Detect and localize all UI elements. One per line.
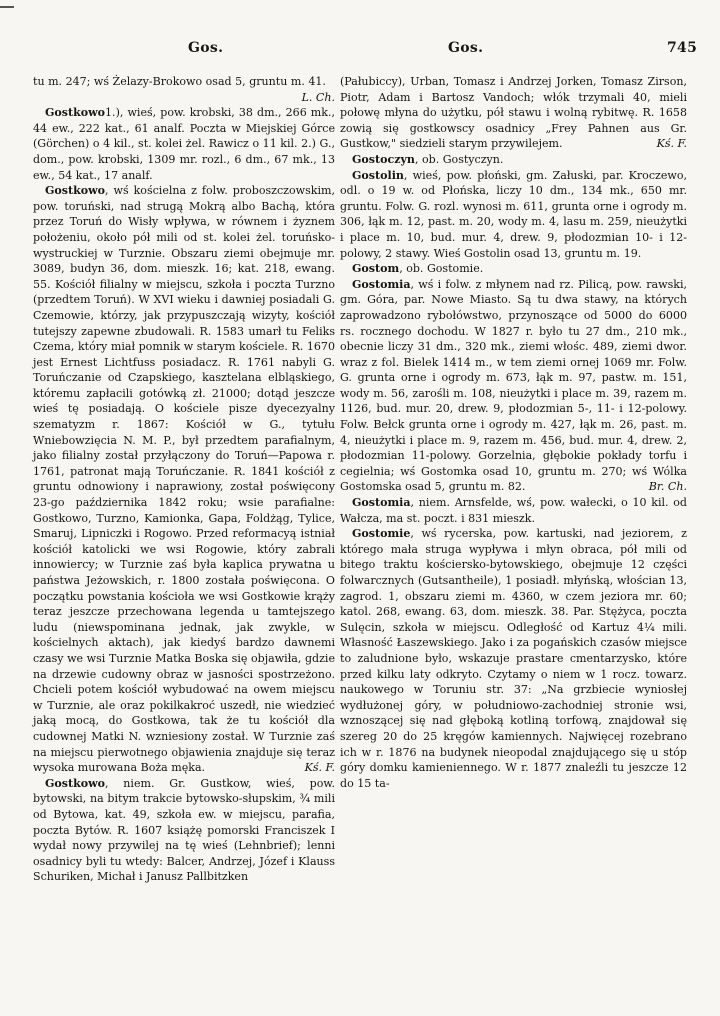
header-left-catchword: Gos.: [188, 40, 224, 56]
entry-signature: Kś. F.: [656, 137, 687, 151]
entry-text: 1.), wieś, pow. krobski, 38 dm., 266 mk., 44 ew., 222 kat., 61 analf. Poczta w Miejskiej Górce (Görchen) o 4 kil., st. kolei żel. Rawicz o 11 kil. 2.) G., dom., pow. krobski, 1309 mr. rozl., 6 dm., 67 mk., 13 ew., 54 kat., 17 analf.: [33, 106, 335, 182]
entry-headword: Gostomie: [352, 527, 411, 541]
entry-text: , niem. Arnsfelde, wś, pow. wałecki, o 10 kil. od Wałcza, ma st. poczt. i 831 mieszk.: [340, 496, 687, 525]
right-column: [340, 74, 687, 791]
entry-text: , ob. Gostomie.: [399, 262, 484, 276]
entry: [340, 526, 687, 791]
entry-headword: Gostkowo: [45, 106, 106, 120]
entry: [33, 776, 335, 885]
entry: [33, 74, 335, 105]
entry-headword: Gostomia: [352, 496, 411, 510]
entry-headword: Gostomia: [352, 277, 411, 291]
entry-headword: Gostkowo: [45, 776, 106, 790]
entry-text: , wieś, pow. płoński, gm. Załuski, par. Kroczewo, odl. o 19 w. od Płońska, liczy 10 dm., 134 mk., 650 mr. gruntu. Folw. G. rozl. wynosi m. 611, grunta orne i ogrody m. 306, łąk m. 12, past. m. 20, wody m. 4, lasu m. 259, nieużytki i place m. 10, bud. mur. 4, drew. 9, płodozmian 10- i 12-polowy, 2 stawy. Wieś Gostolin osad 13, gruntu m. 19.: [340, 168, 687, 260]
entry-signature: Kś. F.: [304, 761, 335, 775]
entry-text: , wś i folw. z młynem nad rz. Pilicą, pow. rawski, gm. Góra, par. Nowe Miasto. Są tu dwa stawy, na których zaprowadzono rybołówstwo, przynoszące od 5000 do 6000 rs. rocznego dochodu. W 1827 r. było tu 27 dm., 210 mk., obecnie liczy 31 dm., 320 mk., ziemi włośc. 489, ziemi dwor. wraz z fol. Bielek 1414 m., w tem ziemi ornej 1069 mr. Folw. G. grunta orne i ogrody m. 673, łąk m. 97, pastw. m. 151, wody m. 56, zarośli m. 108, nieużytki i place m. 39, razem m. 1126, bud. mur. 20, drew. 9, płodozmian 5-, 11- i 12-polowy. Folw. Bełck grunta orne i ogrody m. 427, łąk m. 26, past. m. 4, nieużytki i place m. 9, razem m. 456, bud. mur. 4, drew. 2, płodozmian 11-polowy. Gorzelnia, głębokie pokłady torfu i cegielnia; wś Gostomka osad 10, gruntu m. 270; wś Wólka Gostomska osad 5, gruntu m. 82.: [340, 277, 687, 494]
left-column: [33, 74, 335, 885]
entry-signature: Br. Ch.: [648, 480, 687, 494]
entry-text: (Pałubiccy), Urban, Tomasz i Andrzej Jorken, Tomasz Zirson, Piotr, Adam i Bartosz Vandoch; włók trzymali 40, mieli połowę młyna do użytku, pół stawu i wolną rybitwę. R. 1658 zowią się gostkowscy osadnicy „Frey Pahnen aus Gr. Gustkow," siedzieli starym przywilejem.: [340, 75, 687, 151]
header-right-catchword: Gos.: [448, 40, 484, 56]
entry: [33, 183, 335, 776]
running-header: [0, 40, 720, 62]
entry-text: , ob. Gostyczyn.: [414, 152, 504, 166]
entry: [340, 152, 687, 168]
entry: [340, 168, 687, 262]
entry-signature: L. Ch.: [301, 90, 335, 104]
entry-text: , niem. Gr. Gustkow, wieś, pow. bytowski, na bitym trakcie bytowsko-słupskim, ¾ mili od Bytowa, kat. 49, szkoła ew. w miejscu, parafia, poczta Bytów. R. 1607 książę pomorski Franciszek I wydał nowy przywilej na tę wieś (Lehnbrief); lenni osadnicy byli tu wtedy: Balcer, Andrzej, Józef i Klauss Schuriken, Michał i Janusz Pallbitzken: [33, 776, 335, 884]
entry: [340, 495, 687, 526]
entry: [340, 277, 687, 495]
entry-text: tu m. 247; wś Żelazy-Brokowo osad 5, gruntu m. 41.: [33, 75, 326, 88]
margin-mark: [0, 6, 14, 8]
entry: [340, 74, 687, 152]
entry-headword: Gostolin: [352, 168, 404, 182]
entry-text: , wś rycerska, pow. kartuski, nad jeziorem, z którego mała struga wypływa i młyn obraca, pół mili od bitego traktu kościersko-bytowskiego, obejmuje 12 części folwarcznych (Gutsantheile), 1 posiadł. młyńską, włościan 13, zagrod. 1, obszaru ziemi m. 4360, w czem jeziora mr. 60; katol. 268, ewang. 63, dom. mieszk. 38. Par. Stężyca, poczta Sulęcin, szkoła w miejscu. Odległość od Kartuz 4¼ mili. Własność Łaszewskiego. Jako i za pogańskich czasów miejsce to zaludnione było, wskazuje prastare cmentarzysko, które przed kilku laty odkryto. Czytamy o niem w 1 rocz. towarz. naukowego w Toruniu str. 37: „Na grzbiecie wyniosłej wydłużonej góry, w południowo-zachodniej stronie wsi, wznoszącej się nad głęboką kotliną torfową, znajdował się szereg 20 do 25 kręgów kamiennych. Najwięcej rozebrano ich w r. 1876 na budynek nieopodal znajdującego się u stóp góry domku kamieniennego. W r. 1877 znaleźli tu jeszcze 12 do 15 ta-: [340, 527, 687, 790]
page-number: 745: [667, 40, 698, 56]
entry-headword: Gostoczyn: [352, 152, 415, 166]
entry: [340, 261, 687, 277]
entry: [33, 105, 335, 183]
entry-headword: Gostom: [352, 262, 400, 276]
entry-headword: Gostkowo: [45, 184, 106, 198]
entry-text: , wś kościelna z folw. proboszczowskim, pow. toruński, nad strugą Mokrą albo Bachą, która przez Toruń do Wisły wpływa, w równem i żyznem położeniu, około pół mili od st. kolei żel. toruńsko-wystruckiej w Turznie. Obszaru ziemi obejmuje mr. 3089, budyn 36, dom. mieszk. 16; kat. 218, ewang. 55. Kościół filialny w miejscu, szkoła i poczta Turzno (przedtem Toruń). W XVI wieku i dawniej posiadali G. Czemowie, którzy, jak przypuszczają wizyty, kościół tutejszy zapewne zbudowali. R. 1583 umarł tu Feliks Czema, który miał pomnik w starym kościele. R. 1670 jest Ernest Lichtfuss posiadacz. R. 1761 nabyli G. Toruńczanie od Czapskiego, kasztelana elbląskiego, któremu zapłacili gotówką zł. 21000; dotąd jeszcze wieś tę posiadają. O kościele pisze dyecezyalny szematyzm r. 1867: Kościół w G., tytułu Wniebowzięcia N. M. P., był przedtem parafialnym, jako filialny został przyłączony do Toruń—Papowa r. 1761, patronat mają Toruńczanie. R. 1841 kościół z gruntu odnowiony i naprawiony, został poświęcony 23-go października 1842 roku; wsie parafialne: Gostkowo, Turzno, Kamionka, Gapa, Foldżąg, Tylice, Smaruj, Lipniczki i Rogowo. Przed reformacyą istniał kościół katolicki we wsi Rogowie, który zabrali innowiercy; w Turznie zaś była kaplica prywatna u państwa Jeżowskich, r. 1800 została poświęcona. O początku powstania kościoła we wsi Gostkowie krąży teraz jeszcze przechowana legenda u tamtejszego ludu (niewspominana jednak, jak zwykle, w kościelnych aktach), jak kiedyś bardzo dawnemi czasy we wsi Turznie Matka Boska się objawiła, gdzie na drzewie cudowny obraz w jasności spostrzeżono. Chcieli potem kościół wybudować na owem miejscu w Turznie, ale oraz pokilkakroć uszedł, nie wiedzieć jaką mocą, do Gostkowa, tak że tu kościół dla cudownej Matki N. wzniesiony został. W Turznie zaś na miejscu pierwotnego objawienia znajduje się teraz wysoka murowana Boża męka.: [33, 184, 335, 775]
